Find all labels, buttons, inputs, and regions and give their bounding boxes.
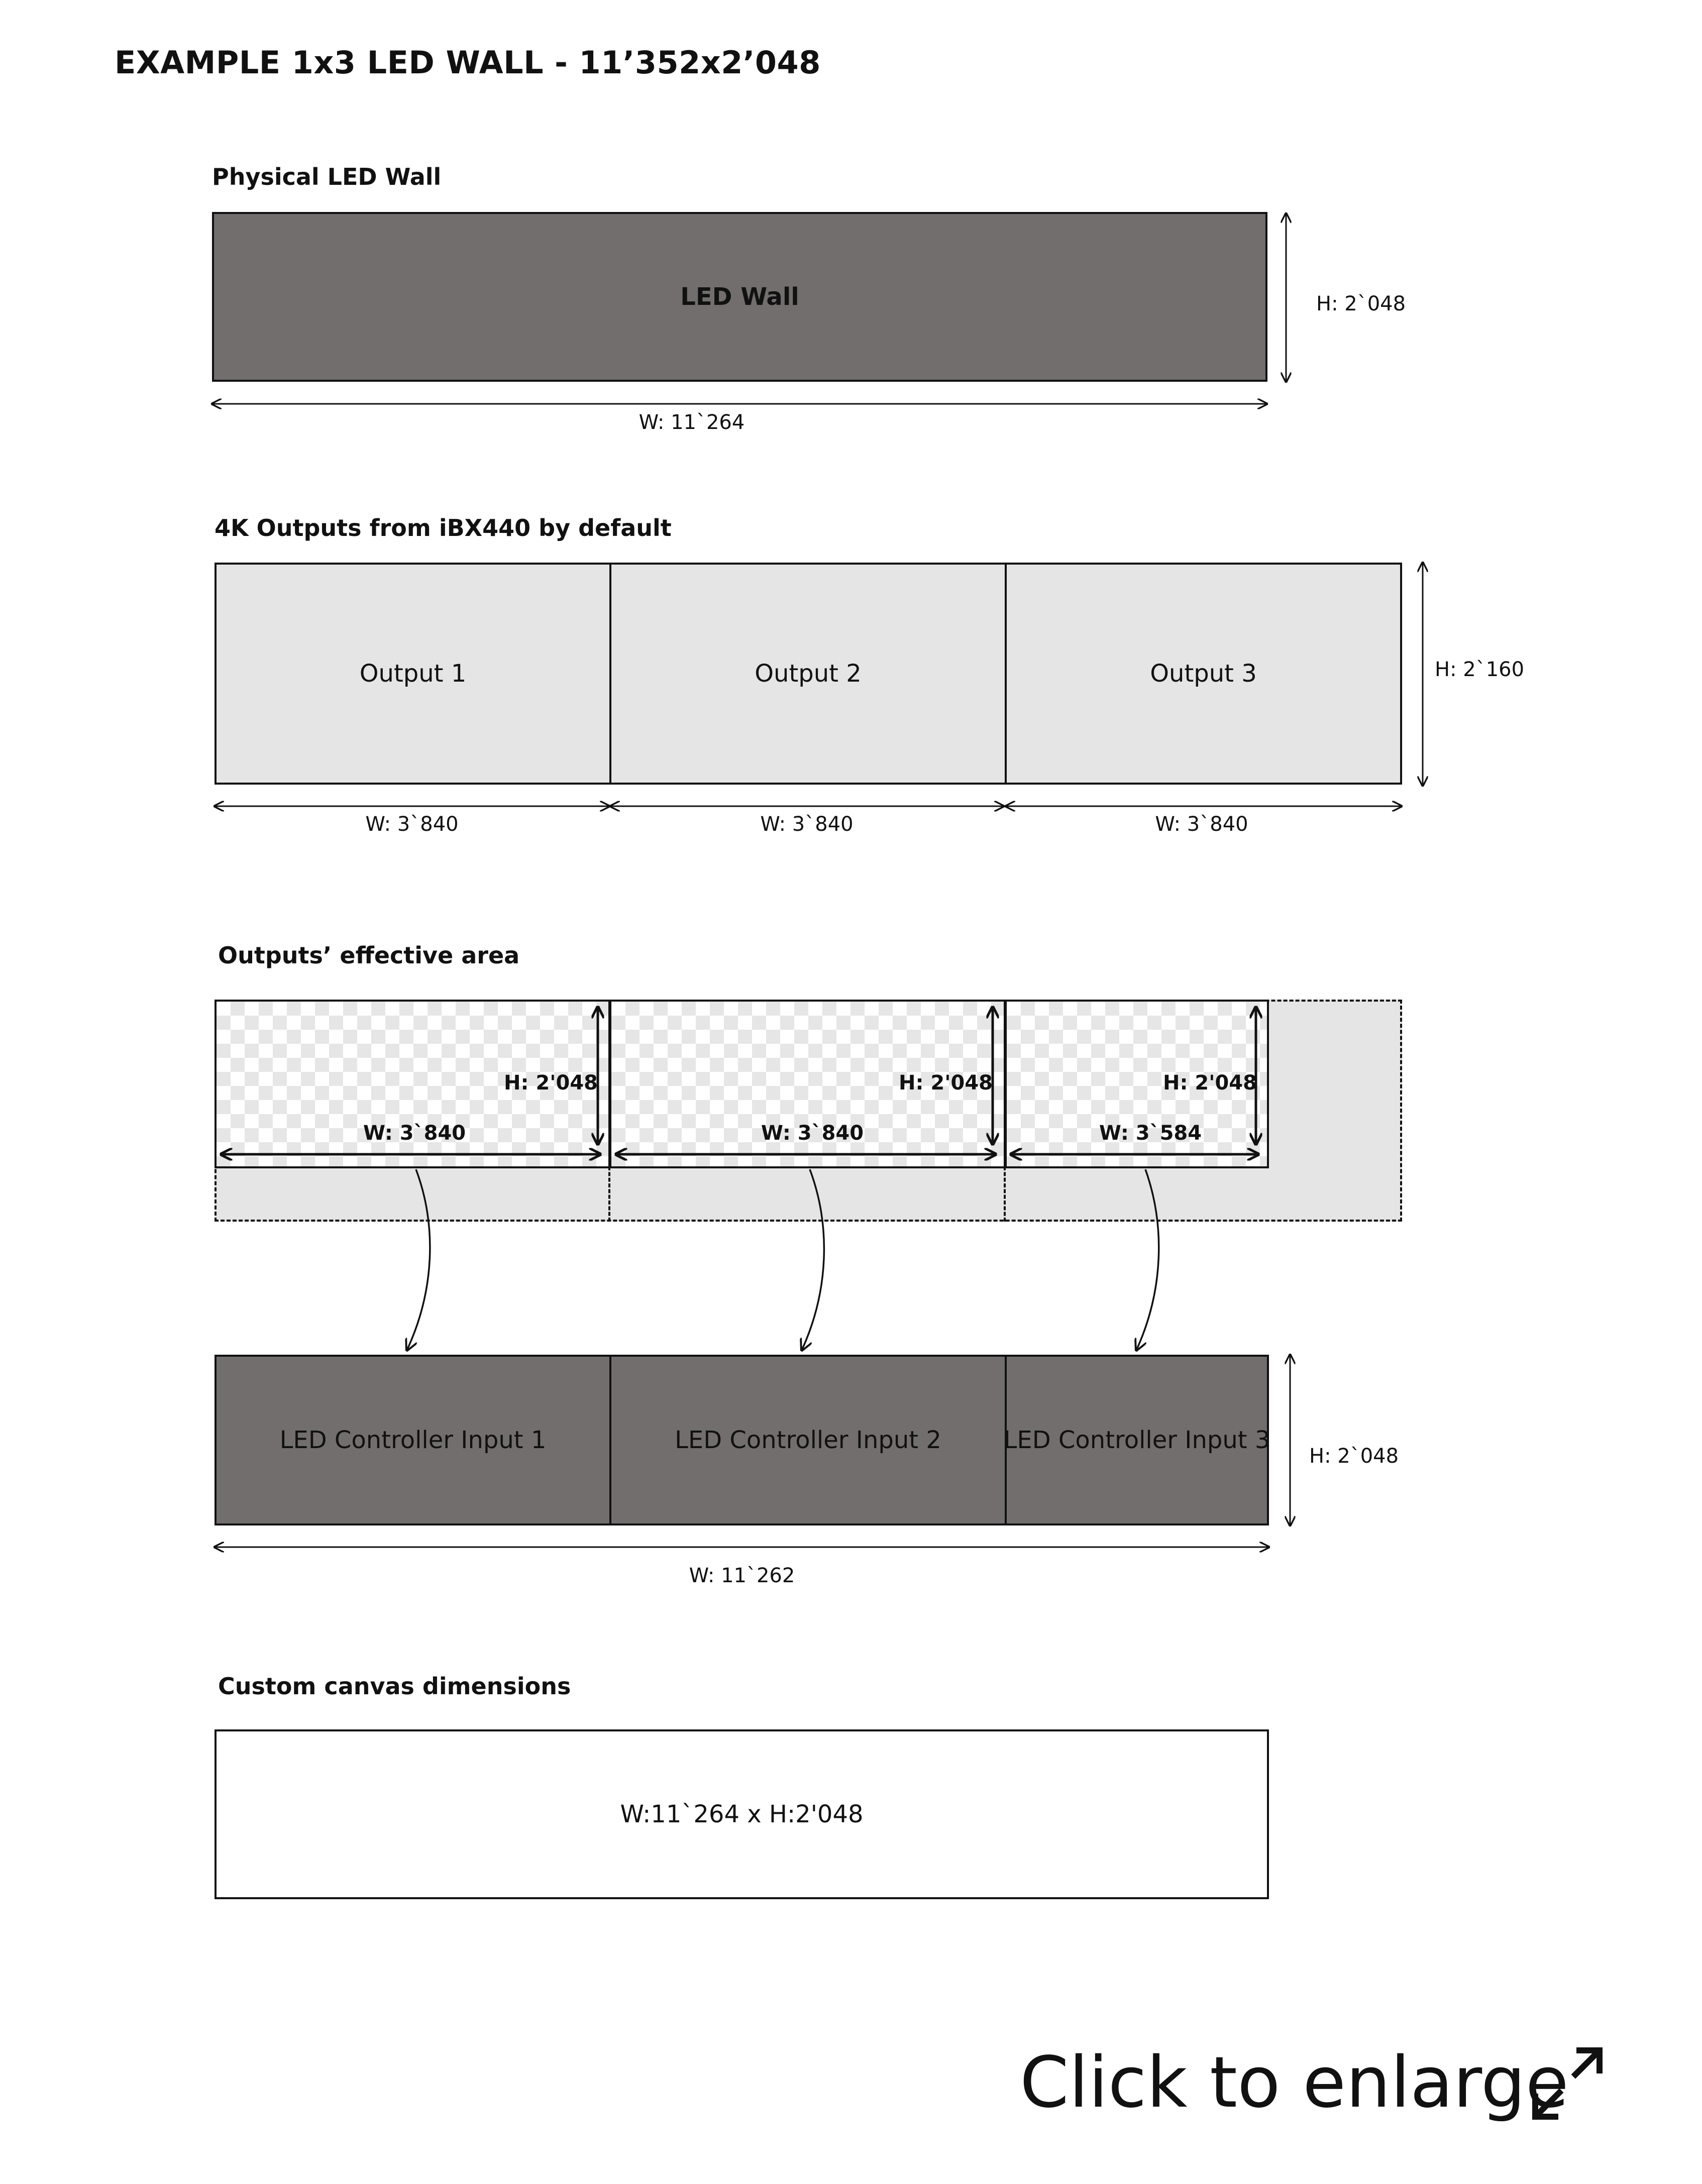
led-wall-box (212, 212, 1267, 382)
effective-area-2-width-label: W: 3`840 (761, 1122, 864, 1145)
controller-input-3-box (1005, 1355, 1269, 1525)
outputs-height-label: H: 2`160 (1435, 658, 1525, 681)
effective-area-2-height-label: H: 2'048 (899, 1071, 993, 1095)
effective-area-heading: Outputs’ effective area (218, 942, 520, 969)
custom-canvas-label: W:11`264 x H:2'048 (620, 1800, 864, 1828)
output-3-width-label: W: 3`840 (1155, 813, 1248, 836)
expand-arrows-icon[interactable] (1527, 2044, 1608, 2125)
click-to-enlarge-link[interactable]: Click to enlarge (1020, 2042, 1569, 2124)
output-1-box (215, 563, 611, 785)
effective-area-1-width-label: W: 3`840 (363, 1122, 466, 1145)
output-2-box (609, 563, 1007, 785)
controller-height-label: H: 2`048 (1309, 1445, 1399, 1468)
custom-canvas-heading: Custom canvas dimensions (218, 1673, 571, 1700)
output-2-width-label: W: 3`840 (760, 813, 854, 836)
led-wall-width-label: W: 11`264 (639, 411, 745, 434)
effective-area-3-width-label: W: 3`584 (1099, 1122, 1202, 1145)
output-1-label: Output 1 (359, 660, 467, 688)
custom-canvas-box (215, 1729, 1269, 1899)
led-wall-label: LED Wall (680, 283, 799, 311)
effective-area-3-height-label: H: 2'048 (1163, 1071, 1257, 1095)
output-1-width-label: W: 3`840 (365, 813, 459, 836)
output-divider-dashed-2 (1004, 1166, 1006, 1222)
effective-area-1-height-label: H: 2'048 (504, 1071, 598, 1095)
controller-input-2-label: LED Controller Input 2 (675, 1426, 941, 1454)
outputs-heading: 4K Outputs from iBX440 by default (215, 514, 672, 541)
output-2-label: Output 2 (755, 660, 862, 688)
page-title: EXAMPLE 1x3 LED WALL - 11’352x2’048 (115, 44, 821, 81)
output-3-box (1005, 563, 1402, 785)
physical-led-wall-heading: Physical LED Wall (212, 163, 442, 190)
controller-input-1-box (215, 1355, 611, 1525)
controller-input-1-label: LED Controller Input 1 (279, 1426, 547, 1454)
output-3-label: Output 3 (1150, 660, 1257, 688)
led-wall-height-label: H: 2`048 (1316, 292, 1406, 315)
controller-input-3-label: LED Controller Input 3 (1003, 1426, 1270, 1454)
controller-input-2-box (609, 1355, 1007, 1525)
output-divider-dashed-1 (608, 1166, 610, 1222)
controller-width-label: W: 11`262 (689, 1564, 795, 1587)
